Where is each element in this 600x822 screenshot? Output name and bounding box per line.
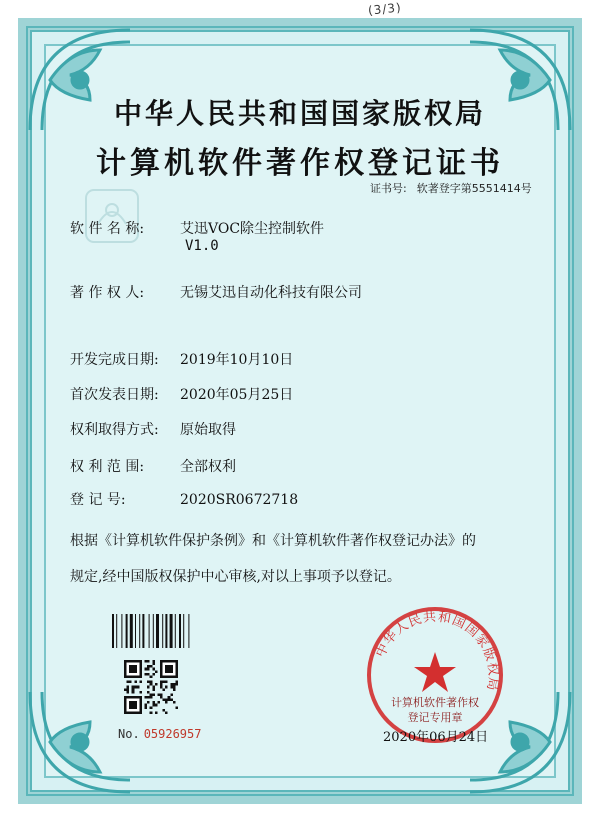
- handwritten-page-mark: (3/3): [367, 0, 403, 18]
- seal-center-line-1: 计算机软件著作权: [391, 696, 479, 709]
- certificate-number-label: 证书号:: [370, 182, 407, 195]
- seal-center-line-2: 登记专用章: [407, 711, 463, 724]
- field-value: 2020年05月25日: [180, 387, 294, 403]
- field-value: 艾迅VOC除尘控制软件: [180, 221, 325, 237]
- field-software-name: [70, 218, 324, 238]
- field-value: 原始取得: [180, 422, 236, 438]
- certificate-title: 计算机软件著作权登记证书: [96, 146, 504, 181]
- field-label: 开发完成日期:: [70, 352, 159, 368]
- field-label: 登 记 号:: [70, 492, 126, 508]
- field-acquisition-method: [70, 419, 236, 439]
- field-registration-number: [70, 489, 298, 509]
- field-value: 全部权利: [180, 459, 236, 475]
- field-value: 2019年10月10日: [180, 352, 294, 368]
- issuing-authority: 中华人民共和国国家版权局: [113, 97, 486, 130]
- issue-date: 2020年06月24日: [383, 730, 489, 745]
- field-first-publication: [70, 384, 293, 404]
- certificate-number: [370, 180, 532, 196]
- corner-ornament-bottom-left: [20, 682, 140, 802]
- seal-star-icon: [414, 652, 456, 692]
- certificate-number-value: 软著登字第5551414号: [416, 182, 532, 195]
- field-development-date: [70, 349, 293, 369]
- serial-prefix: No.: [118, 727, 140, 741]
- field-rights-scope: [70, 456, 236, 476]
- field-copyright-owner: [70, 282, 362, 302]
- statement-line-1: 根据《计算机软件保护条例》和《计算机软件著作权登记办法》的: [70, 533, 476, 549]
- seal-ring-text: 中华人民共和国国家版权局: [373, 609, 501, 693]
- serial-value: 05926957: [143, 727, 202, 741]
- field-label: 首次发表日期:: [70, 387, 159, 403]
- watermark-logo-icon: [80, 184, 144, 248]
- field-label: 著 作 权 人:: [70, 285, 145, 301]
- serial-number: [118, 727, 201, 741]
- field-label: 权利取得方式:: [70, 422, 159, 438]
- field-value: 2020SR0672718: [180, 492, 299, 508]
- statement-line-2: 规定,经中国版权保护中心审核,对以上事项予以登记。: [70, 569, 401, 585]
- field-label: 软 件 名 称:: [70, 221, 145, 237]
- field-value: 无锡艾迅自动化科技有限公司: [180, 285, 362, 301]
- software-version: V1.0: [185, 238, 219, 254]
- qr-code: [124, 660, 178, 714]
- barcode: [110, 612, 208, 650]
- field-label: 权 利 范 围:: [70, 459, 145, 475]
